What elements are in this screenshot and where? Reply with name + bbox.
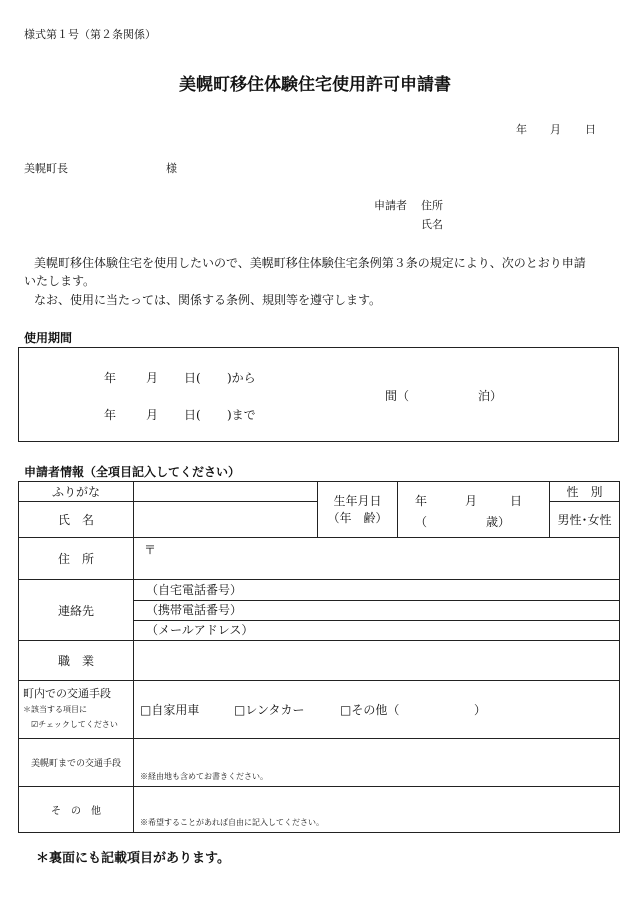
period-from-month: 月	[146, 371, 159, 385]
applicant-label: 申請者	[374, 199, 407, 212]
name-label: 氏 名	[19, 502, 134, 538]
period-until-suffix: )まで	[227, 408, 256, 422]
applicant-name-label: 氏名	[421, 218, 443, 231]
address-field[interactable]	[134, 538, 620, 580]
period-from-year: 年	[104, 371, 117, 385]
applicant-info-heading: 申請者情報（全項目記入してください）	[24, 465, 241, 479]
postal-mark: 〒	[144, 543, 157, 557]
period-until-year: 年	[104, 408, 117, 422]
option-rental-car[interactable]: □レンタカー	[234, 703, 305, 717]
furigana-field[interactable]	[134, 482, 318, 502]
date-year-label: 年	[516, 123, 527, 136]
age-label-line: （年 齢）	[327, 510, 388, 525]
period-until-month: 月	[146, 408, 159, 422]
age-close: 歳）	[486, 514, 511, 529]
transport-town-label	[19, 681, 134, 739]
other-field[interactable]	[134, 787, 620, 833]
occupation-label: 職 業	[19, 641, 134, 681]
applicant-address-label: 住所	[421, 199, 443, 212]
other-label: そ の 他	[19, 787, 134, 833]
period-from-suffix: )から	[227, 371, 256, 385]
period-from-day: 日(	[184, 371, 201, 385]
transport-town-options	[134, 681, 620, 739]
transport-note-2: ☑チェックしてください	[31, 720, 118, 730]
transport-to-field[interactable]	[134, 739, 620, 787]
name-field[interactable]	[134, 502, 318, 538]
page-title: 美幌町移住体験住宅使用許可申請書	[179, 75, 451, 95]
body-line-3: なお、使用に当たっては、関係する条例、規則等を遵守します。	[34, 293, 382, 307]
birth-month-label: 月	[465, 493, 478, 508]
occupation-field[interactable]	[134, 641, 620, 681]
furigana-label: ふりがな	[19, 482, 134, 502]
transport-town-title: 町内での交通手段	[23, 687, 111, 701]
footer-note: ＊裏面にも記載項目があります。	[36, 851, 230, 866]
birthdate-field[interactable]	[398, 482, 550, 538]
body-line-2: いたします。	[24, 274, 96, 288]
email-field[interactable]: （メールアドレス）	[134, 620, 619, 640]
period-nights-label: 泊）	[478, 389, 503, 403]
address-label: 住 所	[19, 538, 134, 580]
birthdate-label	[318, 482, 398, 538]
addressee-honorific: 様	[166, 162, 177, 175]
option-own-car[interactable]: □自家用車	[140, 703, 200, 717]
other-note: ※希望することがあれば自由に記入してください。	[140, 818, 324, 827]
contact-field	[134, 580, 620, 641]
form-number: 様式第１号（第２条関係）	[24, 28, 156, 41]
age-open: （	[415, 514, 428, 529]
gender-label: 性 別	[550, 482, 620, 502]
birthdate-label-line: 生年月日	[333, 494, 382, 509]
period-box	[18, 347, 619, 442]
body-line-1: 美幌町移住体験住宅を使用したいので、美幌町移住体験住宅条例第３条の規定により、次のとおり申請	[34, 256, 586, 270]
transport-to-label: 美幌町までの交通手段	[19, 739, 134, 787]
contact-label: 連絡先	[19, 580, 134, 641]
option-other-close: ）	[474, 703, 487, 717]
addressee-name: 美幌町長	[24, 162, 68, 175]
mobile-phone-field[interactable]: （携帯電話番号）	[134, 600, 619, 620]
birth-year-label: 年	[415, 493, 428, 508]
option-other[interactable]: □その他（	[340, 703, 400, 717]
date-month-label: 月	[550, 123, 561, 136]
birth-day-label: 日	[510, 493, 523, 508]
applicant-info-table	[18, 481, 620, 833]
period-until-day: 日(	[184, 408, 201, 422]
transport-to-note: ※経由地も含めてお書きください。	[140, 772, 268, 781]
period-heading: 使用期間	[24, 331, 73, 345]
home-phone-field[interactable]: （自宅電話番号）	[146, 583, 243, 597]
period-duration-label: 間（	[385, 389, 410, 403]
gender-options[interactable]: 男性･女性	[550, 502, 620, 538]
date-day-label: 日	[585, 123, 596, 136]
transport-note-1: ＊該当する項目に	[23, 705, 87, 715]
